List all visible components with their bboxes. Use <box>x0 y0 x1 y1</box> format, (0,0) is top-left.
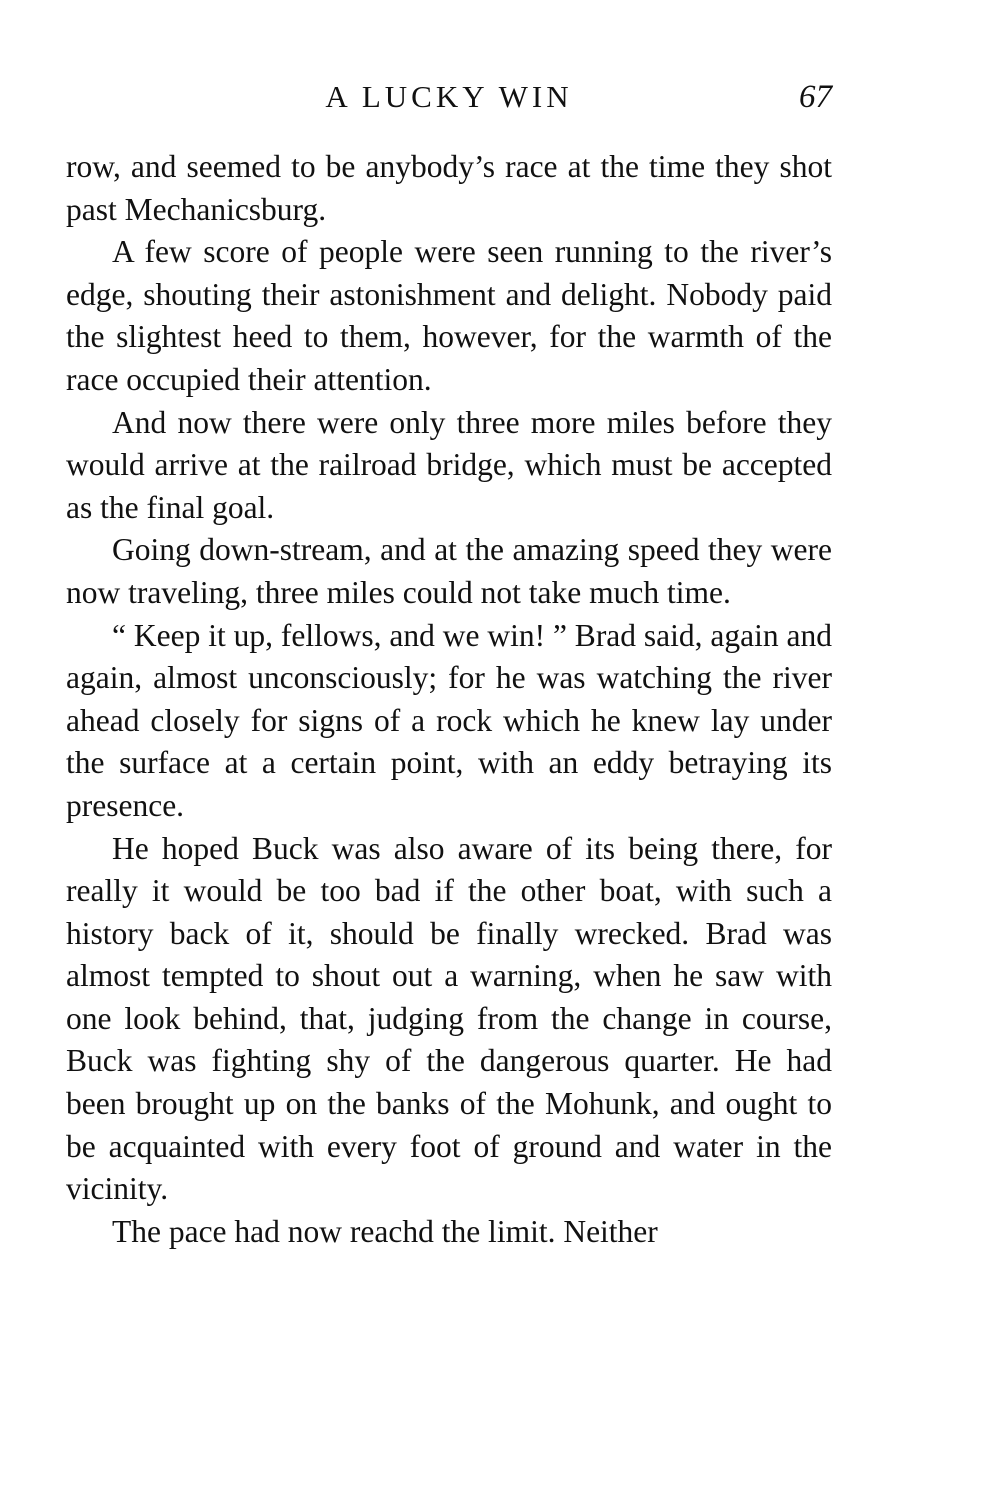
paragraph: And now there were only three more miles before they would arrive at the railroad bridge, which must be accepted as the final goal. <box>66 404 832 525</box>
paragraph: He hoped Buck was also aware of its being there, for really it would be too bad if the other boat, with such a history back of it, should be finally wrecked. Brad was almost tempted to shout out a warning, when he saw with one look behind, that, judging from the change in course, Buck was fighting shy of the dangerous quarter. He had been brought up on the banks of the Mohunk, and ought to be acquainted with every foot of ground and water in the vicinity. <box>66 830 832 1207</box>
page-number: 67 <box>799 79 832 115</box>
paragraph: “ Keep it up, fellows, and we win! ” Brad said, again and again, almost unconsciously; for he was watching the river ahead closely for signs of a rock which he knew lay under the surface at a certain point, with an eddy betraying its presence. <box>66 617 832 823</box>
running-title: A LUCKY WIN <box>325 79 573 114</box>
body-text <box>66 146 832 1253</box>
paragraph: A few score of people were seen running to the river’s edge, shouting their astonishment and delight. Nobody paid the slightest heed to them, however, for the warmth of the race occupied their attention. <box>66 234 832 397</box>
paragraph: row, and seemed to be anybody’s race at the time they shot past Mechanicsburg. <box>66 149 832 227</box>
paragraph: The pace had now reachd the limit. Neither <box>112 1213 658 1249</box>
page-header <box>66 72 832 122</box>
paragraph: Going down-stream, and at the amazing speed they were now traveling, three miles could not take much time. <box>66 532 832 610</box>
